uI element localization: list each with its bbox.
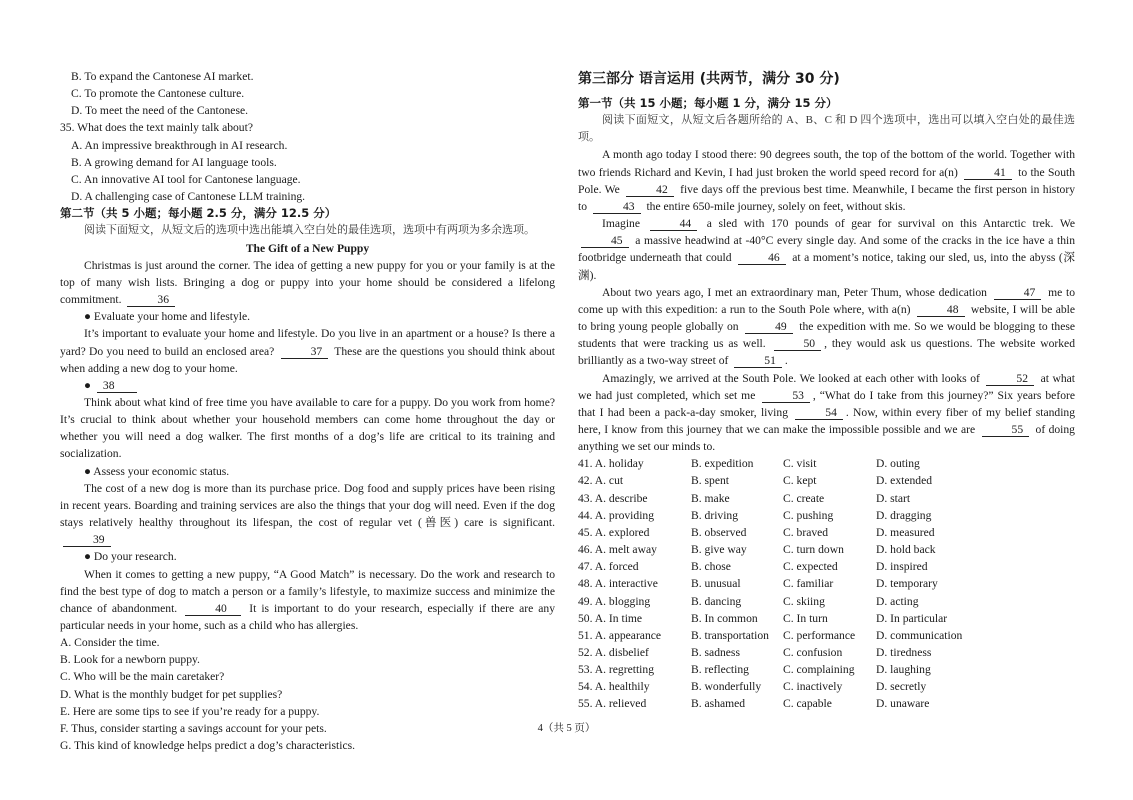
paragraph (578, 370, 1075, 456)
text: at a moment’s notice, taking our sled, us, into the abyss (深渊). (578, 251, 1075, 282)
text: The cost of a new dog is more than its purchase price. Dog food and supply prices have been rising in recent years. Boarding and training services are also the things that your dog will need. Even if the dog stays relatively healthy throughout its lifespan, the cost of regular vet (兽医) care is significant. (60, 481, 555, 530)
text: the expedition with me. So we would be blogging to these students that were tracking us as well. (578, 320, 1076, 351)
question-row (578, 472, 962, 489)
option: B. wonderfully (691, 680, 762, 694)
option: C. braved (783, 525, 829, 539)
paragraph (578, 284, 1075, 370)
blank-49: 49 (745, 320, 793, 334)
blank-51: 51 (734, 354, 782, 368)
option: C. inactively (783, 680, 843, 694)
question-row (578, 558, 962, 575)
text: a massive headwind at -40°C every single day. And some of the cracks in the ice have a thin footbridge underneath that could (578, 234, 1076, 265)
option: B. transportation (691, 628, 769, 642)
text: of doing anything we set our minds to. (578, 422, 1075, 454)
paragraph (60, 480, 555, 549)
right-column (578, 68, 1075, 713)
section1-instructions: 阅读下面短文，从短文后各题所给的 A、B、C 和 D 四个选项中，选出可以填入空白处的最佳选项。 (578, 114, 1075, 144)
blank-37: 37 (281, 345, 329, 359)
text: me to come up with this expedition: a run to the South Pole where, with a(n) (578, 285, 1075, 316)
text: the entire 650-mile journey, solely on feet, without skis. (646, 199, 906, 213)
question-row (578, 644, 962, 661)
option: C. confusion (783, 646, 843, 659)
text: It’s important to evaluate your home and lifestyle. Do you live in an apartment or a house? Is there a yard? Do you need to build an enclosed area? (60, 327, 555, 358)
bullet-heading: ● Evaluate your home and lifestyle. (84, 310, 251, 324)
option: D. unaware (876, 697, 930, 711)
question-row (578, 661, 962, 678)
question-row (578, 541, 962, 558)
option: C. In turn (783, 611, 828, 625)
question-35: 35. What does the text mainly talk about? (60, 121, 253, 135)
choice: D. What is the monthly budget for pet supplies? (60, 687, 283, 701)
option: 51. A. appearance (578, 628, 662, 642)
option: C. create (783, 491, 825, 505)
option: D. communication (876, 628, 963, 642)
option: B. To expand the Cantonese AI market. (71, 70, 254, 83)
question-row (578, 490, 962, 507)
question-row (578, 575, 962, 592)
option: D. A challenging case of Cantonese LLM training. (71, 190, 306, 204)
option: B. dancing (691, 594, 742, 608)
choice-list (60, 634, 555, 754)
text: website, I will be able to bring young people globally on (578, 302, 1076, 334)
choice: E. Here are some tips to see if you’re ready for a puppy. (60, 704, 320, 718)
option: D. inspired (876, 560, 928, 574)
text: . Now, within every fiber of my belief standing here, I know from this journey that we can make the impossible possible and we are (578, 405, 1076, 436)
option: 47. A. forced (578, 560, 639, 574)
page-number: 4（共 5 页） (537, 723, 596, 734)
option: B. A growing demand for AI language tools. (71, 155, 277, 169)
option: C. visit (783, 457, 817, 471)
option: D. laughing (876, 663, 931, 677)
blank-39: 39 (63, 533, 111, 547)
text: a sled with 170 pounds of gear for survival on this Antarctic trek. We (706, 217, 1075, 231)
option: C. pushing (783, 508, 834, 522)
option: 52. A. disbelief (578, 646, 649, 659)
blank-42: 42 (626, 183, 674, 197)
choice: A. Consider the time. (60, 636, 160, 650)
blank-48: 48 (917, 303, 965, 317)
paragraph (578, 215, 1075, 284)
blank-40: 40 (185, 602, 241, 616)
section2-heading: 第二节（共 5 小题；每小题 2.5 分，满分 12.5 分） (60, 206, 337, 221)
text: These are the questions you should think about when adding a new dog to your home. (60, 344, 555, 375)
question-row (578, 695, 962, 712)
question-row (578, 507, 962, 524)
blank-41: 41 (964, 166, 1012, 180)
option: B. unusual (691, 577, 741, 591)
text: . (784, 354, 788, 368)
option: D. secretly (876, 680, 927, 694)
option: 50. A. In time (578, 611, 643, 625)
option: 42. A. cut (578, 474, 624, 488)
option: D. start (876, 491, 911, 505)
option: B. spent (691, 474, 730, 488)
choice: F. Thus, consider starting a savings account for your pets. (60, 721, 327, 735)
option: 46. A. melt away (578, 543, 657, 557)
blank-45: 45 (581, 234, 629, 248)
option: B. observed (691, 525, 747, 539)
option: C. complaining (783, 663, 855, 677)
option: 55. A. relieved (578, 697, 647, 711)
text: Christmas is just around the corner. The idea of getting a new puppy for you or your family is at the top of many wish lists. Bringing a dog or puppy into your home should be considered a lifelong commitment. (60, 258, 555, 307)
question-row (578, 455, 962, 472)
section2-instructions: 阅读下面短文，从短文后的选项中选出能填入空白处的最佳选项，选项中有两项为多余选项。 (84, 224, 535, 237)
blank-36: 36 (127, 293, 175, 307)
passage-title: The Gift of a New Puppy (245, 241, 370, 255)
question-row (578, 610, 962, 627)
option: 53. A. regretting (578, 663, 654, 677)
option: D. extended (876, 474, 933, 488)
option: 41. A. holiday (578, 457, 644, 471)
option: C. kept (783, 474, 817, 488)
section1-heading: 第一节（共 15 小题；每小题 1 分，满分 15 分） (578, 96, 838, 110)
option: 43. A. describe (578, 491, 648, 505)
text: Amazingly, we arrived at the South Pole. We looked at each other with looks of (602, 371, 980, 385)
option: B. reflecting (691, 663, 749, 677)
choice: G. This kind of knowledge helps predict a dog’s characteristics. (60, 739, 356, 753)
option: 49. A. blogging (578, 594, 651, 608)
paragraph (578, 146, 1075, 215)
option: B. In common (691, 611, 758, 625)
text: five days off the previous best time. Meanwhile, I became the first person in history to (578, 182, 1075, 213)
left-column (60, 68, 555, 754)
paragraph: Think about what kind of free time you have available to care for a puppy. Do you work from home? It’s crucial to think about whether your household members can come home throughout the day or whether you will need a dog walker. The first months of a dog’s life are critical to its training and socialization. (60, 395, 555, 461)
option: C. performance (783, 628, 856, 642)
option: D. tiredness (876, 646, 932, 659)
paragraph (60, 325, 555, 376)
text: to the South Pole. We (578, 165, 1076, 196)
bullet-heading: ● Assess your economic status. (84, 464, 230, 478)
option: B. driving (691, 508, 739, 522)
blank-54: 54 (795, 406, 843, 420)
question-row (578, 593, 962, 610)
option: C. To promote the Cantonese culture. (71, 87, 245, 101)
blank-53: 53 (762, 389, 810, 403)
option: 54. A. healthily (578, 680, 650, 694)
option: 48. A. interactive (578, 577, 658, 591)
q34-options (60, 68, 555, 119)
question-row (578, 627, 962, 644)
text: , they would ask us questions. The website worked brilliantly as a two-way street of (578, 337, 1075, 368)
option: D. measured (876, 525, 935, 539)
text: About two years ago, I met an extraordinary man, Peter Thum, whose dedication (602, 285, 987, 299)
blank-47: 47 (994, 286, 1042, 300)
text: When it comes to getting a new puppy, “A Good Match” is necessary. Do the work and research to find the best type of dog to match a person or a family’s lifestyle, to maximize success and minimize the chance of abandonment. (60, 567, 555, 615)
option: B. ashamed (691, 697, 746, 711)
option: D. To meet the need of the Cantonese. (71, 104, 249, 118)
option: C. skiing (783, 594, 825, 608)
option: C. expected (783, 560, 838, 574)
blank-55: 55 (982, 423, 1030, 437)
blank-46: 46 (738, 251, 786, 265)
blank-50: 50 (774, 337, 822, 351)
option: B. sadness (691, 646, 740, 659)
bullet-heading (60, 377, 555, 394)
option: D. outing (876, 457, 920, 471)
option: 44. A. providing (578, 508, 655, 522)
option: D. hold back (876, 543, 936, 557)
option: D. temporary (876, 577, 938, 591)
text: It is important to do your research, especially if there are any particular needs in your home, such as a child who has allergies. (60, 601, 556, 632)
text: , “What do I take from this journey?” Six years before that I had been a pack-a-day smoker, living (578, 388, 1075, 419)
part3-heading: 第三部分 语言运用 (共两节，满分 30 分) (578, 71, 840, 87)
choice: B. Look for a newborn puppy. (60, 653, 200, 667)
option: D. In particular (876, 611, 948, 625)
option: 45. A. explored (578, 525, 650, 539)
option: B. make (691, 491, 730, 505)
option: B. chose (691, 560, 731, 574)
question-row (578, 524, 962, 541)
option: B. expedition (691, 457, 754, 471)
option: B. give way (691, 543, 747, 557)
option: C. An innovative AI tool for Cantonese language. (71, 172, 301, 186)
question-row (578, 678, 962, 695)
option: A. An impressive breakthrough in AI research. (71, 138, 288, 152)
text: A month ago today I stood there: 90 degrees south, the top of the bottom of the world. Together with two friends Richard and Kevin, I had just broken the world speed record for a(n) (578, 148, 1075, 179)
bullet: ● (84, 378, 92, 392)
options-table (578, 455, 962, 712)
text: at what we had just completed, which set me (578, 371, 1075, 402)
option: D. dragging (876, 508, 932, 522)
paragraph (60, 257, 555, 308)
blank-44: 44 (650, 217, 698, 231)
paragraph (60, 566, 555, 635)
blank-38: 38 (97, 379, 137, 393)
text: Imagine (602, 217, 640, 231)
bullet-heading: ● Do your research. (84, 550, 177, 564)
option: C. turn down (783, 543, 844, 557)
option: D. acting (876, 594, 919, 608)
blank-52: 52 (986, 372, 1034, 386)
blank-43: 43 (593, 200, 641, 214)
choice: C. Who will be the main caretaker? (60, 670, 225, 684)
option: C. capable (783, 697, 832, 711)
option: C. familiar (783, 577, 834, 591)
